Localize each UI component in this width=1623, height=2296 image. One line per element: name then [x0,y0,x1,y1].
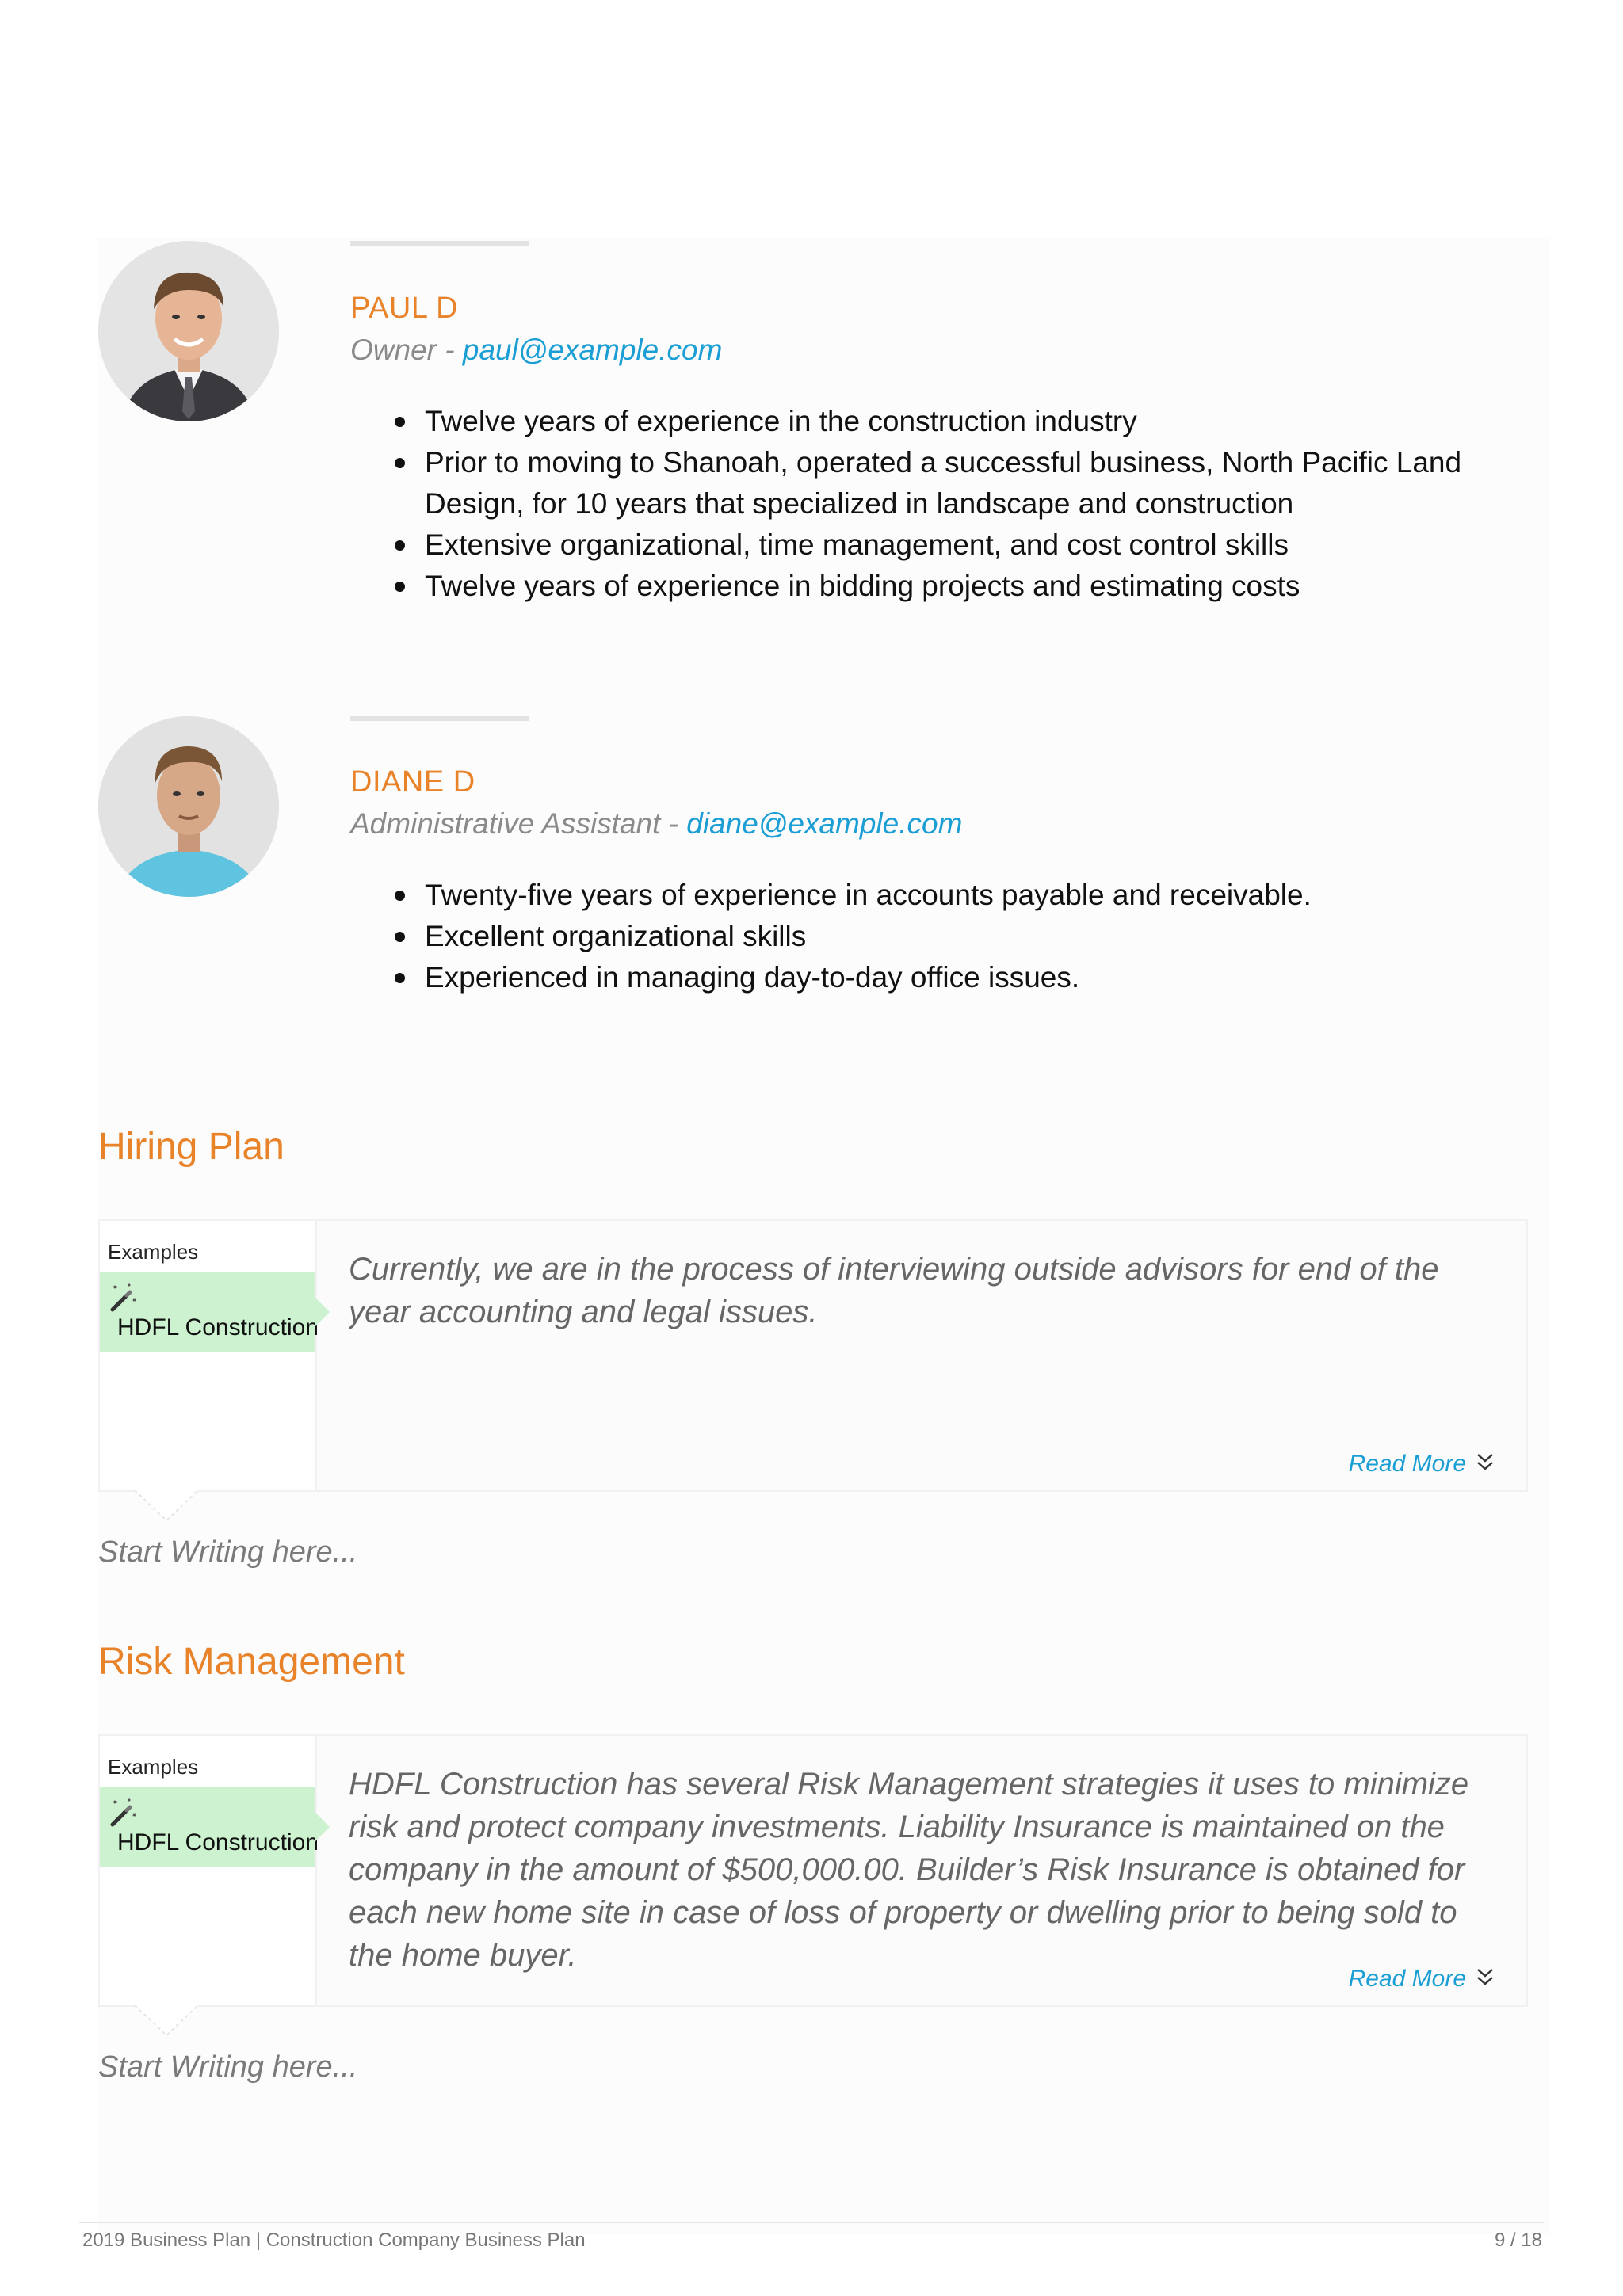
example-tab-label: HDFL Construction [117,1829,319,1855]
bullet-item: Twelve years of experience in the construction industry [425,401,1566,442]
avatar [98,241,279,421]
person-photo-icon [98,241,279,421]
examples-label: Examples [108,1240,199,1264]
role-title: Owner [350,334,437,366]
card-pointer [135,1490,198,1522]
section-title-hiring-plan: Hiring Plan [98,1126,285,1168]
magic-wand-icon [108,1798,139,1829]
examples-card [98,1219,1528,1492]
footer-divider [79,2222,1544,2223]
divider [350,241,529,246]
double-chevron-down-icon[interactable] [1476,1967,1495,1988]
bullet-item: Twenty-five years of experience in accounts payable and receivable. [425,875,1566,916]
email-link[interactable]: paul@example.com [462,334,723,366]
bullet-item: Excellent organizational skills [425,916,1566,957]
member-role [350,334,722,367]
writing-placeholder[interactable]: Start Writing here... [98,1535,358,1569]
member-role [350,807,962,841]
member-name: PAUL D [350,292,459,325]
examples-label: Examples [108,1755,199,1779]
example-tab-label: HDFL Construction [117,1314,319,1341]
footer-page-number: 9 / 18 [1494,2229,1542,2251]
member-bullets [387,875,1566,998]
examples-sidebar [100,1736,317,2005]
bullet-item: Experienced in managing day-to-day office issues. [425,957,1566,998]
footer-document-title: 2019 Business Plan | Construction Company Business Plan [82,2229,586,2251]
bullet-item: Prior to moving to Shanoah, operated a successful business, North Pacific Land Design, for 10 years that specialized in landscape and construction [425,442,1566,524]
example-text: Currently, we are in the process of interviewing outside advisors for end of the year accounting and legal issues. [349,1252,1439,1329]
card-pointer [135,2005,198,2037]
person-photo-icon [98,716,279,897]
avatar [98,716,279,897]
email-link[interactable]: diane@example.com [686,807,963,840]
read-more-link[interactable]: Read More [1348,1451,1466,1477]
role-separator: - [436,334,463,366]
role-separator: - [660,807,687,840]
bullet-item: Twelve years of experience in bidding projects and estimating costs [425,566,1566,607]
divider [350,716,529,721]
section-title-risk-management: Risk Management [98,1641,405,1683]
read-more-link[interactable]: Read More [1348,1966,1466,1992]
example-text: HDFL Construction has several Risk Management strategies it uses to minimize risk and protect company investments. Liability Insurance is maintained on the company in the amount of $500,000.00. Builder’s Risk Insurance is obtained for each new home site in case of loss of property or dwelling prior to being sold to the home buyer. [349,1767,1469,1973]
role-title: Administrative Assistant [350,807,661,840]
writing-placeholder[interactable]: Start Writing here... [98,2050,358,2084]
example-tab[interactable] [100,1787,319,1867]
member-name: DIANE D [350,765,475,799]
examples-card [98,1734,1528,2007]
examples-sidebar [100,1221,317,1490]
example-tab[interactable] [100,1272,319,1352]
magic-wand-icon [108,1283,139,1314]
double-chevron-down-icon[interactable] [1476,1452,1495,1473]
bullet-item: Extensive organizational, time management, and cost control skills [425,524,1566,566]
member-bullets [387,401,1566,607]
